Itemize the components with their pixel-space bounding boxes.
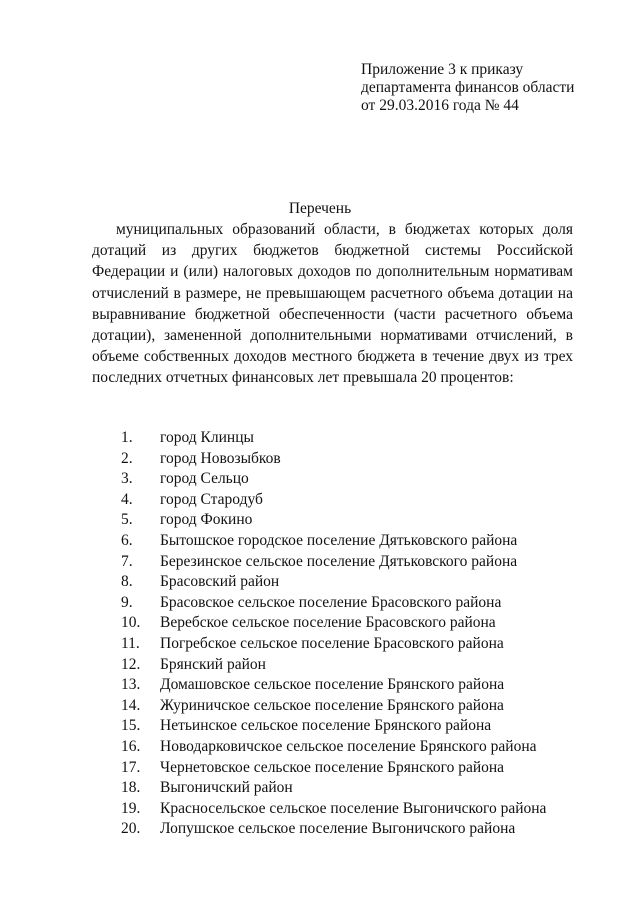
list-item-name: Выгоничский район xyxy=(160,779,293,797)
list-item-number: 10. xyxy=(121,614,141,632)
municipality-list xyxy=(0,428,640,840)
appendix-header xyxy=(361,61,574,115)
list-item xyxy=(0,552,640,573)
list-item-number: 20. xyxy=(121,820,141,838)
list-item-name: Красносельское сельское поселение Выгоничского района xyxy=(160,799,547,817)
appendix-header-line: от 29.03.2016 года № 44 xyxy=(361,97,519,114)
list-item-number: 7. xyxy=(121,552,133,570)
list-item xyxy=(0,449,640,470)
list-item xyxy=(0,675,640,696)
list-item-name: город Сельцо xyxy=(160,470,249,488)
list-item-number: 1. xyxy=(121,429,133,446)
list-item xyxy=(0,572,640,593)
list-item xyxy=(0,758,640,779)
list-item-number: 8. xyxy=(121,573,133,591)
list-item-name: Брасовское сельское поселение Брасовского района xyxy=(160,593,502,611)
list-item-name: Бытошское городское поселение Дятьковского района xyxy=(160,531,518,549)
list-item xyxy=(0,634,640,655)
list-item-name: Нетьинское сельское поселение Брянского района xyxy=(160,717,492,735)
list-item-name: Березинское сельское поселение Дятьковского района xyxy=(160,552,518,570)
appendix-header-line: Приложение 3 к приказу xyxy=(361,61,524,78)
list-item xyxy=(0,716,640,737)
list-item xyxy=(0,593,640,614)
list-item-name: Лопушское сельское поселение Выгоничского района xyxy=(160,820,516,838)
list-item xyxy=(0,531,640,552)
list-item-name: Брасовский район xyxy=(160,573,280,591)
list-item xyxy=(0,613,640,634)
list-item-name: Брянский район xyxy=(160,655,266,673)
list-item-number: 13. xyxy=(121,676,141,694)
list-item xyxy=(0,490,640,511)
list-item xyxy=(0,819,640,840)
list-item xyxy=(0,737,640,758)
document-title: Перечень xyxy=(288,200,352,217)
list-item-number: 14. xyxy=(121,696,141,714)
list-item-number: 17. xyxy=(121,758,141,776)
list-item-name: Чернетовское сельское поселение Брянского района xyxy=(160,758,505,776)
list-item-number: 12. xyxy=(121,655,141,673)
list-item-name: город Фокино xyxy=(160,511,253,529)
list-item-number: 2. xyxy=(121,449,133,467)
list-item xyxy=(0,799,640,820)
list-item-number: 19. xyxy=(121,799,141,817)
list-item-name: Погребское сельское поселение Брасовского района xyxy=(160,634,504,652)
list-item-name: город Клинцы xyxy=(160,429,254,446)
list-item xyxy=(0,778,640,799)
list-item-number: 15. xyxy=(121,717,141,735)
list-item-number: 3. xyxy=(121,470,133,488)
list-item-number: 11. xyxy=(121,634,140,652)
list-item-name: Новодарковичское сельское поселение Брянского района xyxy=(160,737,537,755)
list-item-number: 18. xyxy=(121,779,141,797)
list-item xyxy=(0,469,640,490)
list-item-name: Домашовское сельское поселение Брянского района xyxy=(160,676,505,694)
list-item xyxy=(0,655,640,676)
list-item-name: Веребское сельское поселение Брасовского района xyxy=(160,614,496,632)
list-item xyxy=(0,510,640,531)
list-item-number: 4. xyxy=(121,490,133,508)
list-item-number: 9. xyxy=(121,593,133,611)
appendix-header-line: департамента финансов области xyxy=(361,79,575,96)
list-item-name: город Стародуб xyxy=(160,490,263,508)
list-item-number: 16. xyxy=(121,737,141,755)
list-item xyxy=(0,428,640,449)
list-item xyxy=(0,696,640,717)
intro-paragraph: муниципальных образований области, в бюджетах которых доля дотаций из других бюджетов бюджетной системы Российской Федерации и (или) налоговых доходов по дополнительным нормативам отчислений в размере, не превышающем расчетного объема дотации на выравнивание бюджетной обеспеченности (части расчетного объема дотации), замененной дополнительными нормативами отчислений, в объеме собственных доходов местного бюджета в течение двух из трех последних отчетных финансовых лет превышала 20 процентов: xyxy=(92,221,573,387)
list-item-name: Журиничское сельское поселение Брянского района xyxy=(160,696,504,714)
list-item-number: 5. xyxy=(121,511,133,529)
list-item-number: 6. xyxy=(121,531,133,549)
list-item-name: город Новозыбков xyxy=(160,449,281,467)
